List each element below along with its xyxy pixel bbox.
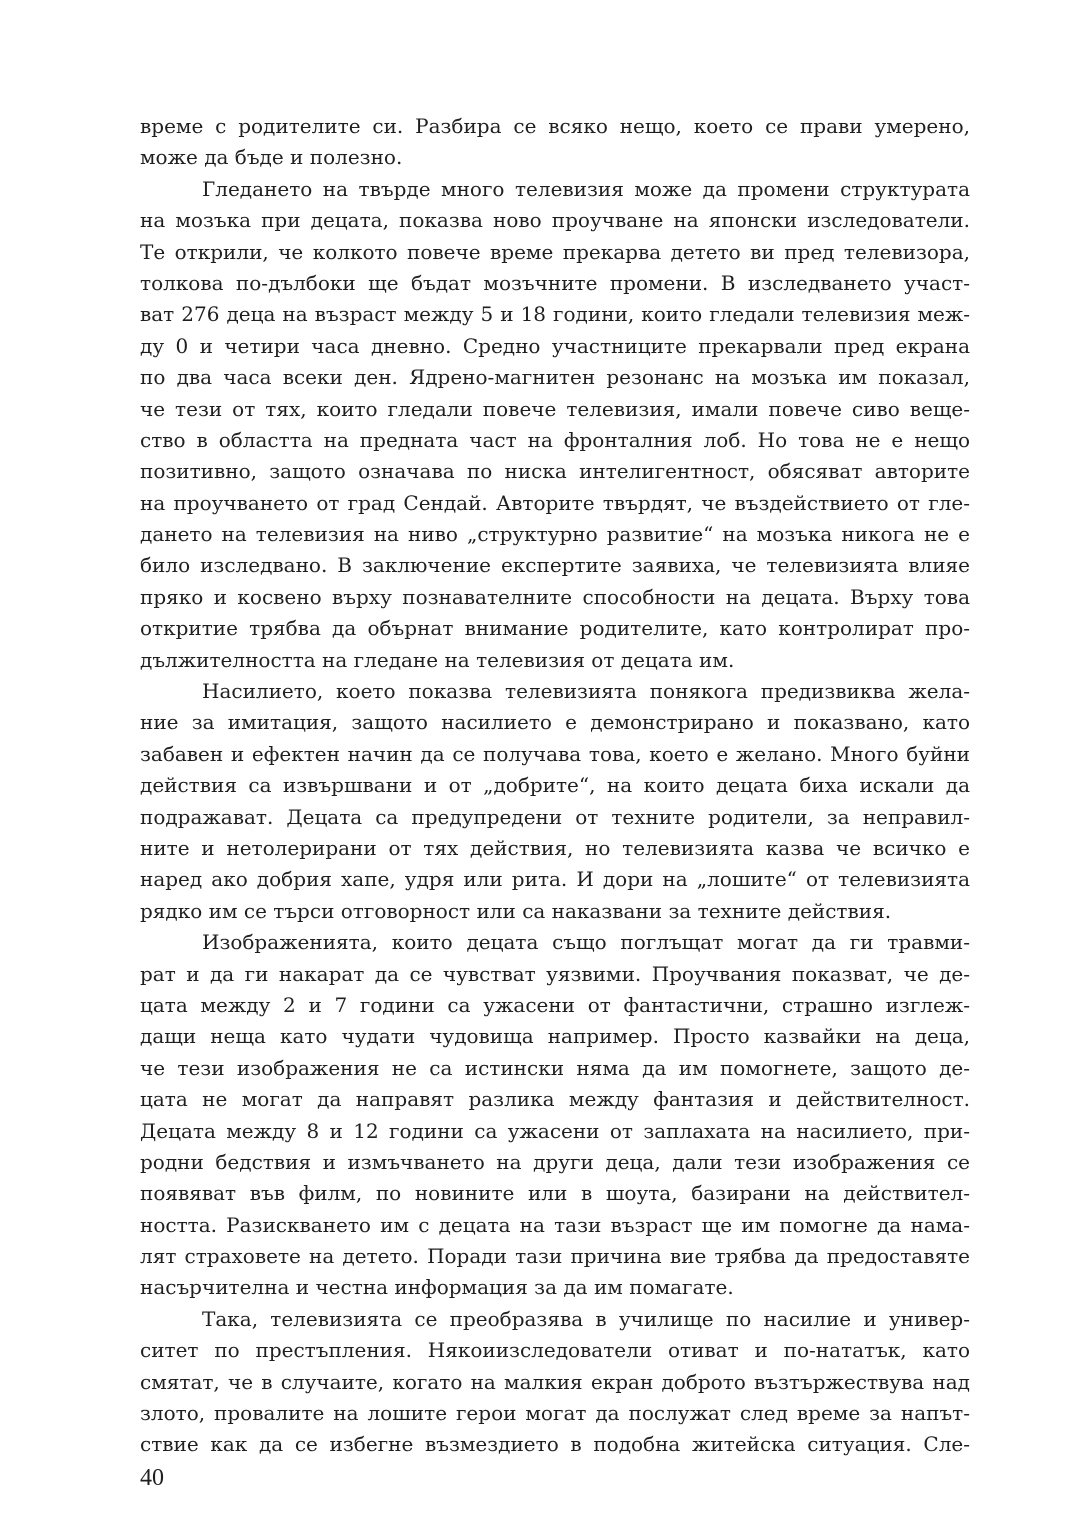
text-line: Така, телевизията се преобразява в училище по насилие и универ- [202,1306,970,1331]
paragraph [140,1304,970,1461]
text-line: злото, провалите на лошите герои могат да послужат след време за напът- [140,1401,970,1426]
text-line: смятат, че в случаите, когато на малкия екран доброто възтържествува над [140,1369,970,1394]
text-line: цата не могат да направят разлика между фантазия и действителност. [140,1087,970,1112]
text-line: Те открили, че колкото повече време прекарва детето ви пред телевизора, [140,239,970,264]
text-line: ситет по престъпления. Някоиизследователи отиват и по-нататък, като [140,1338,970,1363]
text-line: Насилието, което показва телевизията понякога предизвиква жела- [202,679,970,704]
text-line: на мозъка при децата, показва ново проучване на японски изследователи. [140,208,970,233]
text-line: може да бъде и полезно. [140,145,403,170]
text-line: ние за имитация, защото насилието е демонстрирано и показвано, като [140,710,970,735]
text-line: насърчителна и честна информация за да им помагате. [140,1275,734,1300]
text-line: толкова по-дълбоки ще бъдат мозъчните промени. В изследването участ- [140,270,970,295]
text-line: рат и да ги накарат да се чувстват уязвими. Проучвания показват, че де- [140,961,970,986]
text-line: Гледането на твърде много телевизия може да промени структурата [202,176,970,201]
paragraph [140,676,970,927]
text-line: ду 0 и четири часа дневно. Средно участниците прекарвали пред екрана [140,333,970,358]
text-line: Изображенията, които децата също поглъщат могат да ги травми- [202,930,970,955]
text-line: Децата между 8 и 12 години са ужасени от заплахата на насилието, при- [140,1118,970,1143]
text-line: пряко и косвено върху познавателните способности на децата. Върху това [140,584,970,609]
text-line: цата между 2 и 7 години са ужасени от фантастични, страшно изглеж- [140,992,970,1017]
text-line: ство в областта на предната част на фронталния лоб. Но това не е нещо [140,427,970,452]
text-line: дащи неща като чудати чудовища например. Просто казвайки на деца, [140,1024,970,1049]
text-line: родни бедствия и измъчването на други деца, дали тези изображения се [140,1149,970,1174]
text-line: забавен и ефектен начин да се получава това, което е желано. Много буйни [140,741,970,766]
text-line: наред ако добрия хапе, удря или рита. И дори на „лошите“ от телевизията [140,867,970,892]
page-number: 40 [140,1465,164,1491]
text-line: че тези изображения не са истински няма да им помогнете, защото де- [140,1055,970,1080]
text-line: по два часа всеки ден. Ядрено-магнитен резонанс на мозъка им показал, [140,365,970,390]
text-line: действия са извършвани и от „добрите“, на които децата биха искали да [140,773,970,798]
paragraph [140,174,970,676]
text-line: на проучването от град Сендай. Авторите твърдят, че въздействието от гле- [140,490,970,515]
text-line: рядко им се търси отговорност или са наказвани за техните действия. [140,898,892,923]
paragraph [140,111,970,174]
text-line: подражават. Децата са предупредени от техните родители, за неправил- [140,804,970,829]
text-line: ността. Разискването им с децата на тази възраст ще им помогне да нама- [140,1212,970,1237]
text-line: било изследвано. В заключение експертите заявиха, че телевизията влияе [140,553,970,578]
body-text [140,111,970,1461]
text-line: че тези от тях, които гледали повече телевизия, имали повече сиво веще- [140,396,970,421]
text-line: появяват във филм, по новините или в шоута, базирани на действител- [140,1181,970,1206]
text-line: позитивно, защото означава по ниска интелигентност, обясяват авторите [140,459,970,484]
text-line: ните и нетолерирани от тях действия, но телевизията казва че всичко е [140,835,970,860]
text-line: време с родителите си. Разбира се всяко нещо, което се прави умерено, [140,114,970,138]
text-line: ствие как да се избегне възмездието в подобна житейска ситуация. Сле- [140,1432,970,1457]
text-line: дължителността на гледане на телевизия от децата им. [140,647,735,672]
paragraph [140,927,970,1304]
text-line: ват 276 деца на възраст между 5 и 18 години, които гледали телевизия меж- [140,302,970,327]
text-line: откритие трябва да обърнат внимание родителите, като контролират про- [140,616,970,641]
text-line: дането на телевизия на ниво „структурно развитие“ на мозъка никога не е [140,522,970,547]
text-line: лят страховете на детето. Поради тази причина вие трябва да предоставяте [140,1244,970,1269]
